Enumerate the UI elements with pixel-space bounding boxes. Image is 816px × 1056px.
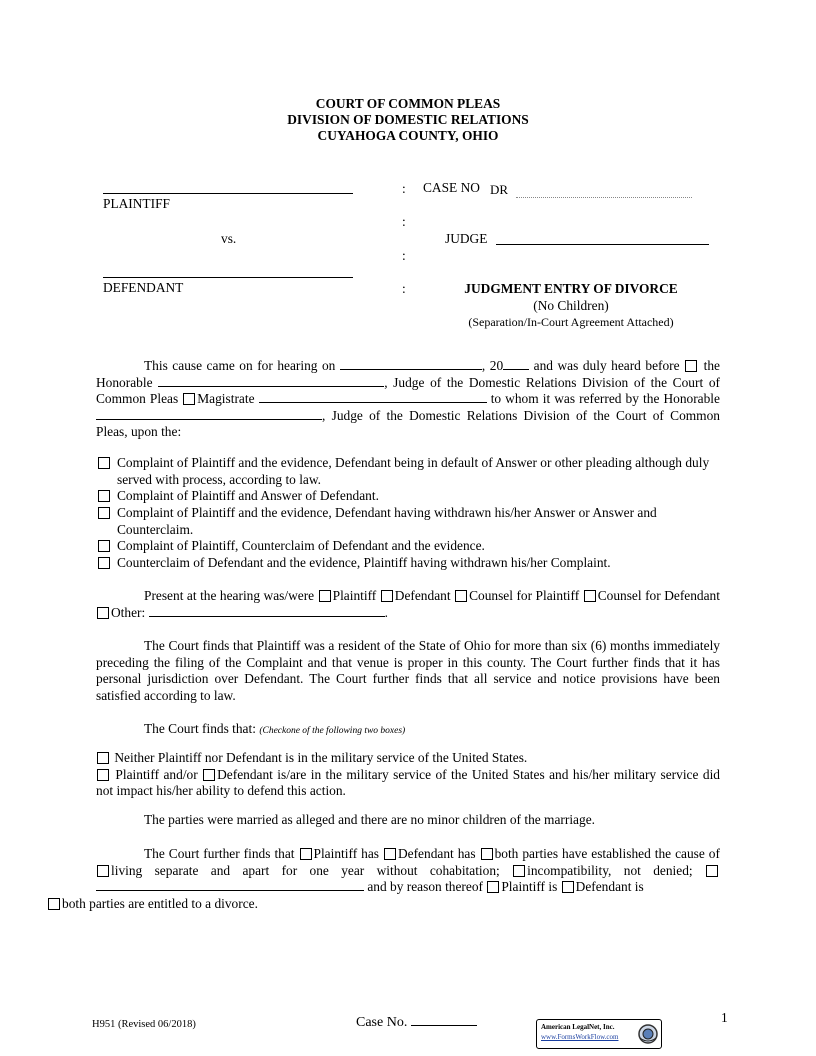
- header-line-2: DIVISION OF DOMESTIC RELATIONS: [287, 112, 529, 127]
- court-header: [0, 96, 816, 144]
- present-counsel-defendant-checkbox[interactable]: [584, 590, 596, 602]
- entry-subtitle-no-children: (No Children): [533, 297, 609, 313]
- both-have-checkbox[interactable]: [481, 848, 493, 860]
- other-cause-field[interactable]: [96, 879, 364, 891]
- check-note: (Checkone of the following two boxes): [259, 726, 406, 736]
- form-id: H951 (Revised 06/2018): [92, 1019, 196, 1030]
- military-plaintiff-checkbox[interactable]: [97, 769, 109, 781]
- present-other-field[interactable]: [149, 605, 385, 617]
- military-option-2: [96, 767, 720, 800]
- ground-checkbox[interactable]: [98, 540, 110, 552]
- hearing-text: and was duly heard before: [533, 358, 680, 373]
- footer-case-no-field[interactable]: [411, 1014, 477, 1026]
- hearing-text: the Honorable: [96, 358, 720, 390]
- other-cause-checkbox[interactable]: [706, 865, 718, 877]
- plaintiff-has-checkbox[interactable]: [300, 848, 312, 860]
- magistrate-checkbox[interactable]: [183, 393, 195, 405]
- ground-text: Counterclaim of Defendant and the evidence, Plaintiff having withdrawn his/her Complaint.: [117, 555, 611, 570]
- further-text: and by reason thereof: [367, 879, 483, 895]
- hearing-text: , Judge of the Domestic Relations Division of the Court of Common Pleas, upon the:: [96, 407, 720, 440]
- ground-item: [96, 505, 720, 538]
- ground-item: [96, 488, 720, 505]
- defendant-is-checkbox[interactable]: [562, 881, 574, 893]
- military-text: Plaintiff and/or: [115, 766, 198, 782]
- present-plaintiff-checkbox[interactable]: [319, 590, 331, 602]
- hearing-text: to whom it was referred by the Honorable: [490, 391, 720, 407]
- further-text: Defendant is: [575, 879, 644, 895]
- hearing-text: , 20: [481, 358, 504, 373]
- ground-item: [96, 555, 720, 572]
- case-no-prefix: DR: [490, 182, 509, 197]
- present-counsel-plaintiff-checkbox[interactable]: [455, 590, 467, 602]
- present-text: Counsel for Plaintiff: [469, 588, 580, 603]
- caption-colon: :: [402, 181, 406, 196]
- present-text: Defendant: [664, 588, 720, 603]
- further-text: living separate and apart for one year without cohabitation;: [111, 862, 500, 878]
- further-text: Plaintiff is: [501, 879, 558, 895]
- case-no-label: CASE NO: [423, 180, 480, 195]
- defendant-has-checkbox[interactable]: [384, 848, 396, 860]
- globe-icon: [637, 1022, 659, 1046]
- hearing-text: , Judge of the Domestic Relations Division of the Court of Common Pleas: [96, 374, 720, 407]
- judge-label: JUDGE: [445, 231, 488, 246]
- logo-url[interactable]: www.FormsWorkFlow.com: [541, 1033, 619, 1041]
- finds-that-line: [144, 721, 405, 740]
- military-defendant-checkbox[interactable]: [203, 769, 215, 781]
- married-statement: The parties were married as alleged and there are no minor children of the marriage.: [144, 812, 595, 827]
- caption-colon: :: [402, 214, 406, 229]
- further-text: both parties are entitled to a divorce.: [62, 895, 258, 911]
- magistrate-name-field[interactable]: [259, 391, 487, 403]
- hearing-paragraph: [96, 358, 720, 441]
- case-no-field[interactable]: [516, 197, 692, 198]
- american-legalnet-logo[interactable]: [536, 1019, 662, 1049]
- header-line-3: CUYAHOGA COUNTY, OHIO: [317, 128, 499, 143]
- ground-item: [96, 538, 720, 555]
- footer-case-no-label: Case No.: [356, 1015, 408, 1030]
- footer-case-no: [356, 1014, 477, 1032]
- entry-subtitle-separation: (Separation/In-Court Agreement Attached): [468, 315, 674, 330]
- plaintiff-name-line[interactable]: [103, 193, 353, 194]
- caption-colon: :: [402, 281, 406, 296]
- finds-that-text: The Court finds that:: [144, 721, 256, 736]
- further-text: Defendant has: [397, 846, 476, 861]
- residence-paragraph: The Court finds that Plaintiff was a resident of the State of Ohio for more than six (6) months immediately preceding the filing of the Complaint and that venue is proper in this county. The Court further finds that it has personal jurisdiction over Defendant. The Court further finds that all service and notice provisions have been satisfied according to law.: [96, 638, 720, 703]
- hearing-text: Magistrate: [197, 391, 255, 407]
- honorable-judge-field[interactable]: [158, 375, 384, 387]
- present-text: .: [384, 604, 388, 620]
- hearing-date-field[interactable]: [340, 358, 482, 370]
- further-text: cause of: [675, 846, 720, 861]
- further-text: The Court further finds that: [144, 846, 295, 861]
- present-text: Present at the hearing was/were: [144, 588, 315, 603]
- further-findings-paragraph: [62, 846, 720, 912]
- military-paragraph: [96, 750, 720, 800]
- referring-judge-field[interactable]: [96, 408, 322, 420]
- ground-checkbox[interactable]: [98, 490, 110, 502]
- hearing-text: This cause came on for hearing on: [144, 358, 336, 373]
- judge-checkbox[interactable]: [685, 360, 697, 372]
- plaintiff-label: PLAINTIFF: [103, 196, 170, 211]
- ground-item: [96, 455, 720, 488]
- defendant-name-line[interactable]: [103, 277, 353, 278]
- entry-title: JUDGMENT ENTRY OF DIVORCE: [464, 281, 678, 296]
- present-defendant-checkbox[interactable]: [381, 590, 393, 602]
- plaintiff-is-checkbox[interactable]: [487, 881, 499, 893]
- present-other-checkbox[interactable]: [97, 607, 109, 619]
- ground-checkbox[interactable]: [98, 507, 110, 519]
- present-text: Defendant: [394, 588, 451, 603]
- present-text: Other:: [111, 604, 146, 620]
- present-paragraph: [96, 588, 720, 621]
- further-text: both parties have established the: [494, 846, 672, 861]
- further-text: Plaintiff has: [313, 846, 379, 861]
- judge-field[interactable]: [496, 244, 709, 245]
- logo-company-name: American LegalNet, Inc.: [541, 1023, 615, 1031]
- header-line-1: COURT OF COMMON PLEAS: [315, 96, 501, 111]
- ground-text: Complaint of Plaintiff and Answer of Defendant.: [117, 488, 379, 503]
- ground-checkbox[interactable]: [98, 557, 110, 569]
- hearing-year-field[interactable]: [503, 358, 529, 370]
- page-number: 1: [721, 1010, 728, 1025]
- vs-label: vs.: [221, 231, 237, 246]
- defendant-label: DEFENDANT: [103, 280, 184, 295]
- caption-colon: :: [402, 248, 406, 263]
- present-text: Plaintiff: [332, 588, 377, 603]
- present-text: Counsel for: [597, 588, 661, 603]
- military-text: Defendant is/are in the military service of the United States and his/her military service did not impact his/her ability to defend this action.: [96, 766, 720, 799]
- ground-text: Complaint of Plaintiff, Counterclaim of Defendant and the evidence.: [117, 538, 485, 553]
- military-text: Neither Plaintiff nor Defendant is in the military service of the United States.: [114, 750, 528, 765]
- military-none-checkbox[interactable]: [97, 752, 109, 764]
- living-apart-checkbox[interactable]: [97, 865, 109, 877]
- both-entitled-checkbox[interactable]: [48, 898, 60, 910]
- ground-text: Complaint of Plaintiff and the evidence, Defendant having withdrawn his/her Answer or Answer and Counterclaim.: [117, 505, 657, 537]
- ground-checkbox[interactable]: [98, 457, 110, 469]
- military-option-1: [96, 750, 720, 767]
- ground-text: Complaint of Plaintiff and the evidence, Defendant being in default of Answer or other pleading although duly served with process, according to law.: [117, 455, 710, 487]
- further-text: incompatibility, not denied;: [527, 862, 693, 878]
- incompatibility-checkbox[interactable]: [513, 865, 525, 877]
- entry-title-block: [430, 281, 712, 331]
